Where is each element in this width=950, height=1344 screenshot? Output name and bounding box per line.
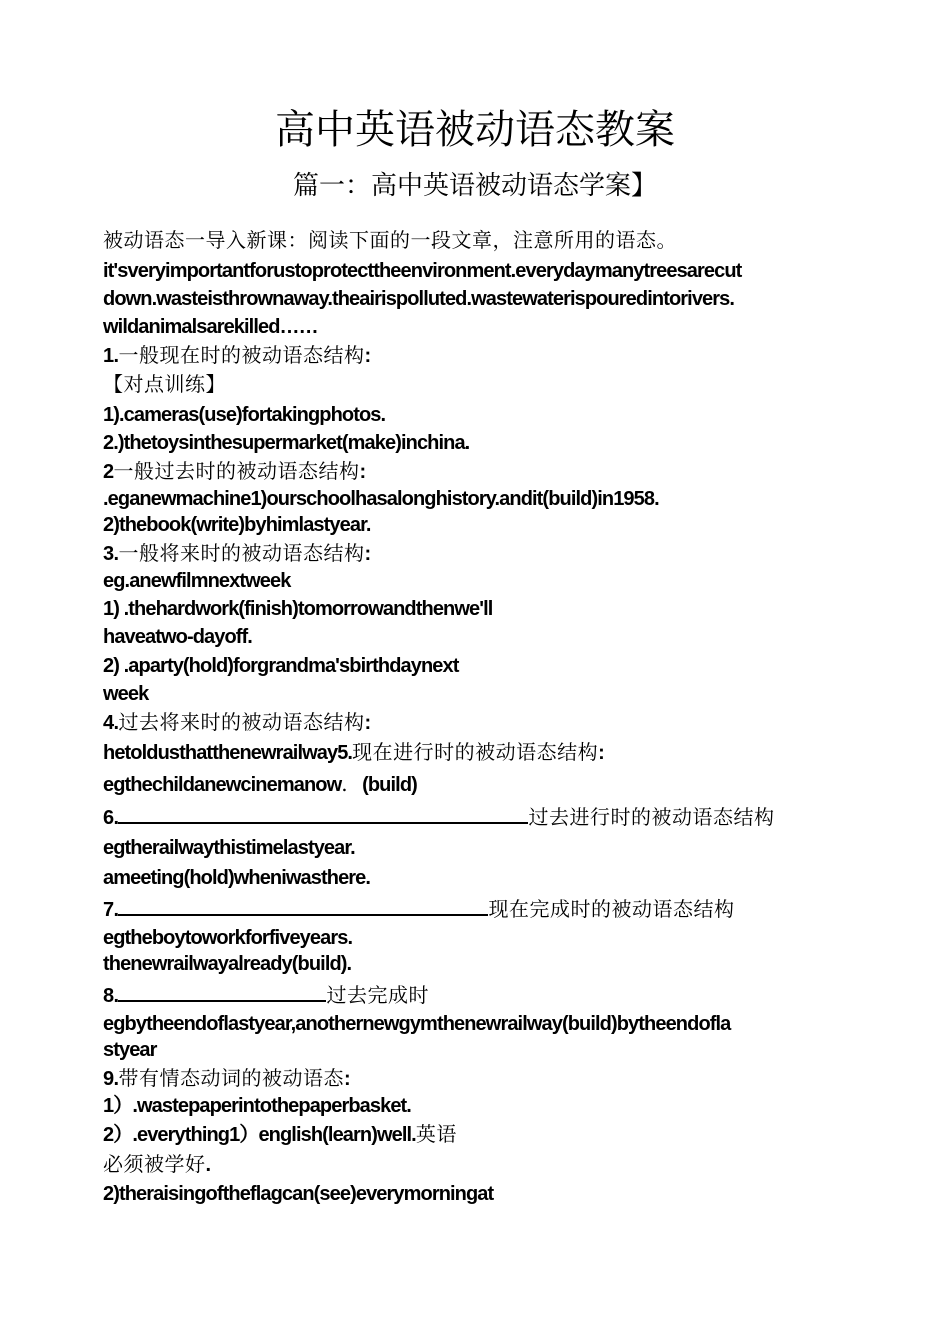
section-4-heading (103, 708, 863, 739)
section-6-question: ameeting(hold)wheniwasthere. (103, 867, 371, 889)
passage-line-1: it'sveryimportantforustoprotecttheenvironment.everydaymanytreesarecut (103, 260, 742, 282)
section-6-heading (103, 802, 863, 834)
section-2-question-2: 2)thebook(write)byhimlastyear. (103, 514, 371, 536)
section-3-question-1a: 1) .thehardwork(finish)tomorrowandthenwe'll (103, 598, 493, 620)
section-7-title: 现在完成时的被动语态结构 (488, 897, 735, 921)
section-3-question-2a: 2) .aparty(hold)forgrandma'sbirthdaynext (103, 655, 459, 677)
section-8-heading (103, 980, 863, 1012)
section-8-example-a: egbytheendoflastyear,anothernewgymthenewrailway(build)bytheendofla (103, 1013, 731, 1035)
section-5-example (103, 770, 863, 801)
section-3-title: 一般将来时的被动语态结构 (118, 541, 365, 565)
section-9-question-2-note: 英语 (415, 1122, 457, 1146)
section-4-sentence: hetoldusthatthenewrailway5. (103, 742, 353, 764)
section-4-number: 4. (103, 712, 119, 734)
document-title: 高中英语被动语态教案 (275, 107, 675, 153)
section-6-blank (118, 802, 528, 824)
section-3-question-2b: week (103, 683, 149, 705)
section-1-title: 一般现在时的被动语态结构 (118, 343, 365, 367)
section-9-question-2-period: . (205, 1154, 211, 1176)
passage-line-3: wildanimalsarekilled…… (103, 316, 318, 338)
section-5-example-verb: (build) (362, 774, 417, 796)
section-2-question-1: .eganewmachine1)ourschoolhasalonghistory.andit(build)in1958. (103, 488, 659, 510)
section-9-title: 带有情态动词的被动语态 (118, 1066, 344, 1090)
section-4-title: 过去将来时的被动语态结构 (118, 710, 365, 734)
passage-line-2: down.wasteisthrownaway.theairispolluted.wastewaterispouredintorivers. (103, 288, 735, 310)
section-9-question-2-cont (103, 1150, 863, 1181)
section-2-colon: : (359, 461, 366, 483)
document-subtitle: 篇一：高中英语被动语态学案】 (292, 171, 657, 201)
practice-heading: 【对点训练】 (103, 372, 226, 396)
section-8-example-b: styear (103, 1039, 157, 1061)
section-9-question-2 (103, 1120, 863, 1151)
section-4-5-line (103, 738, 863, 769)
section-6-example: egtherailwaythistimelastyear. (103, 837, 355, 859)
section-9-question-1: 1）.wastepaperintothepaperbasket. (103, 1095, 411, 1117)
section-2-heading (103, 457, 863, 488)
section-1-question-2: 2.)thetoysinthesupermarket(make)inchina. (103, 432, 470, 454)
section-7-heading (103, 894, 863, 926)
section-3-example: eg.anewfilmnextweek (103, 570, 291, 592)
section-8-number: 8. (103, 985, 119, 1007)
section-6-number: 6. (103, 807, 119, 829)
section-9-heading (103, 1064, 863, 1095)
section-1-heading (103, 341, 863, 372)
section-7-blank (118, 894, 488, 916)
section-3-question-1b: haveatwo-dayoff. (103, 626, 252, 648)
section-9-question-3: 2)theraisingoftheflagcan(see)everymorningat (103, 1183, 494, 1205)
section-9-question-2-note-cont: 必须被学好 (103, 1152, 206, 1176)
section-8-title: 过去完成时 (326, 983, 429, 1007)
section-3-colon: : (364, 543, 371, 565)
section-1-question-1: 1).cameras(use)fortakingphotos. (103, 404, 386, 426)
section-9-question-2-text: 2）.everything1）english(learn)well. (103, 1124, 416, 1146)
section-5-colon: : (598, 742, 605, 764)
section-7-example: egtheboytoworkforfiveyears. (103, 927, 353, 949)
section-5-example-text: egthechildanewcinemanow (103, 774, 342, 796)
section-6-title: 过去进行时的被动语态结构 (528, 805, 775, 829)
section-7-question: thenewrailwayalready(build). (103, 953, 352, 975)
section-9-number: 9. (103, 1068, 119, 1090)
section-1-number: 1. (103, 345, 119, 367)
section-7-number: 7. (103, 899, 119, 921)
section-5-example-dot: . (341, 772, 349, 796)
intro-line: 被动语态一导入新课：阅读下面的一段文章，注意所用的语态。 (103, 228, 677, 252)
section-9-colon: : (343, 1068, 351, 1090)
section-8-blank (118, 980, 326, 1002)
section-4-colon: : (364, 712, 371, 734)
section-2-number: 2 (103, 461, 114, 483)
section-1-colon: : (364, 345, 371, 367)
section-3-heading (103, 539, 863, 570)
section-3-number: 3. (103, 543, 119, 565)
section-5-title: 现在进行时的被动语态结构 (352, 740, 599, 764)
section-2-title: 一般过去时的被动语态结构 (113, 459, 360, 483)
